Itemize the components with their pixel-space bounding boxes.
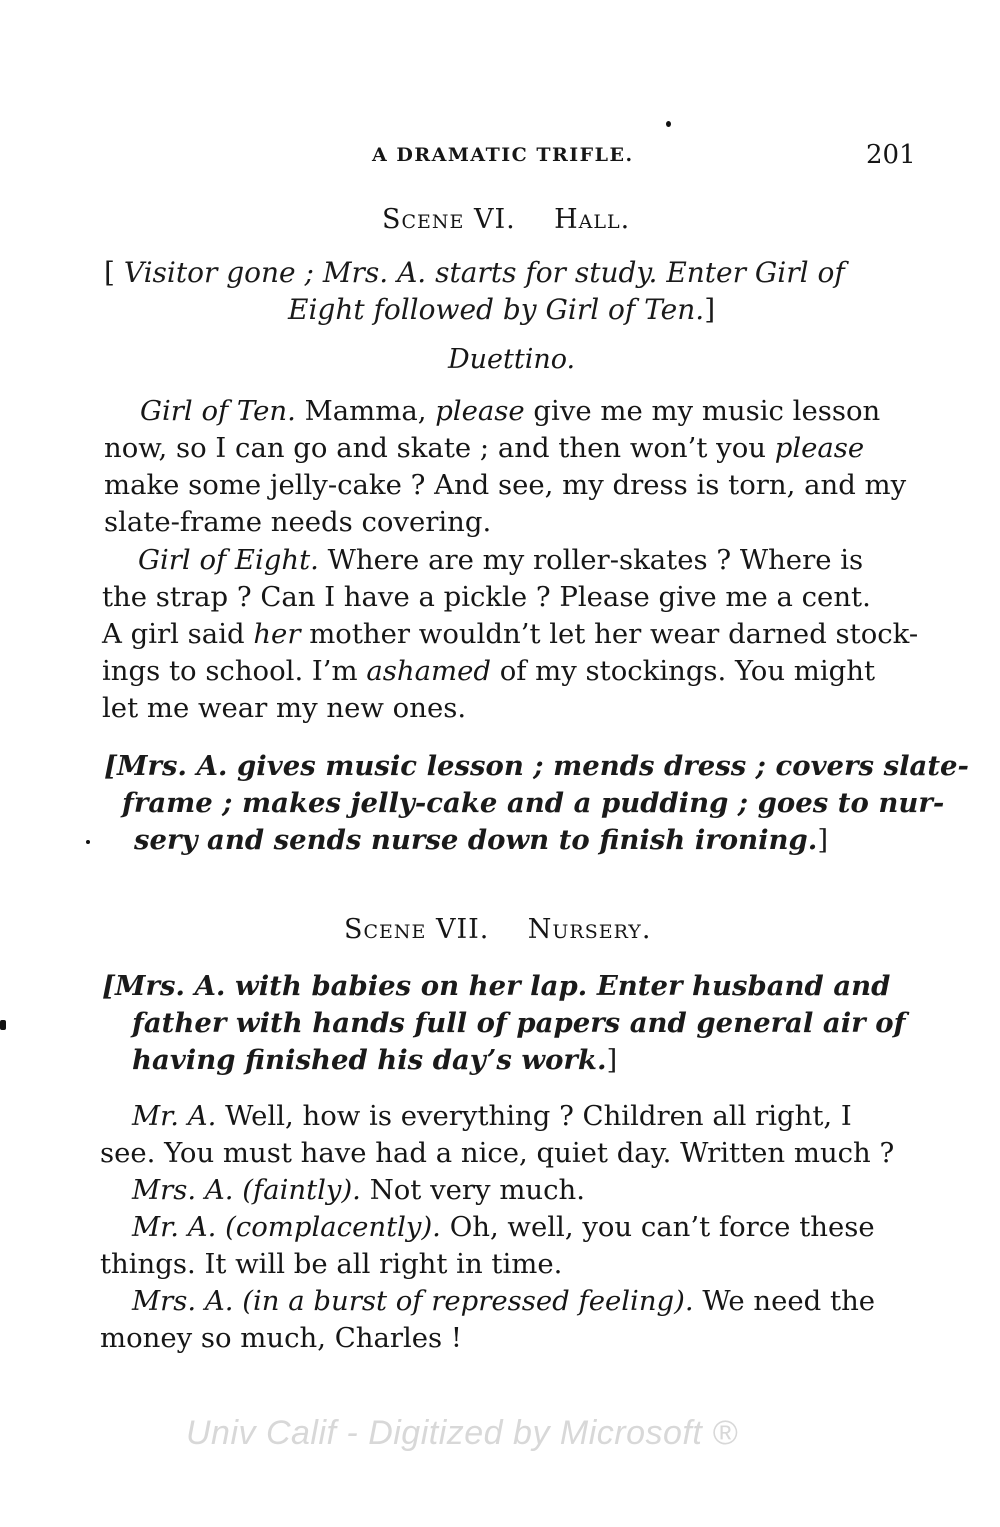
speaker-mr-a: Mr. A. bbox=[132, 1100, 217, 1132]
speaker-mr-a: Mr. A. bbox=[132, 1211, 217, 1243]
speech-text: make some jelly-cake ? And see, my dress is torn, and my bbox=[104, 469, 907, 501]
speech-text: Well, how is everything ? Children all right, I bbox=[225, 1100, 852, 1132]
dialogue-block bbox=[100, 1098, 914, 1357]
speech-text: money so much, Charles ! bbox=[100, 1322, 462, 1354]
scene-7-stage-direction bbox=[102, 968, 914, 1079]
bracket-close: ] bbox=[704, 293, 716, 326]
scene-7-number: Scene VII. bbox=[344, 914, 490, 945]
scene-6-number: Scene VI. bbox=[382, 204, 516, 235]
scene-7-heading bbox=[344, 914, 651, 945]
scene-6-heading bbox=[382, 204, 630, 235]
scene-6-stage-direction-2 bbox=[104, 748, 969, 859]
speaker-girl-of-ten: Girl of Ten. bbox=[140, 395, 296, 427]
speech-text: see. You must have had a nice, quiet day. Written much ? bbox=[100, 1137, 895, 1169]
stage-line-1: Visitor gone ; Mrs. A. starts for study. Enter Girl of bbox=[123, 256, 845, 289]
stage-line: [Mrs. A. gives music lesson ; mends dress ; covers slate- bbox=[104, 750, 969, 782]
running-title: A DRAMATIC TRIFLE. bbox=[372, 144, 634, 166]
speech-text: mother wouldn’t let her wear darned stock- bbox=[309, 618, 919, 650]
stage-aside: (in a burst of repressed feeling). bbox=[242, 1285, 694, 1317]
speaker-girl-of-eight: Girl of Eight. bbox=[138, 544, 319, 576]
speech-text: Not very much. bbox=[369, 1174, 585, 1206]
speech-text: of my stockings. You might bbox=[499, 655, 876, 687]
emphasis: please bbox=[435, 395, 525, 427]
speech-text: things. It will be all right in time. bbox=[100, 1248, 563, 1280]
stage-line: having finished his day’s work. bbox=[132, 1044, 607, 1076]
page-number: 201 bbox=[866, 140, 916, 170]
speech-text: let me wear my new ones. bbox=[102, 692, 467, 724]
speech-text: A girl said bbox=[102, 618, 245, 650]
girl-of-eight-speech bbox=[102, 542, 919, 727]
stage-line: frame ; makes jelly-cake and a pudding ; goes to nur- bbox=[122, 787, 945, 819]
speaker-mrs-a: Mrs. A. bbox=[132, 1174, 234, 1206]
ink-speck bbox=[666, 121, 671, 127]
speech-text: the strap ? Can I have a pickle ? Please give me a cent. bbox=[102, 581, 871, 613]
margin-dot bbox=[86, 840, 90, 844]
scene-6-stage-direction bbox=[104, 254, 914, 328]
speech-text: Oh, well, you can’t force these bbox=[449, 1211, 875, 1243]
stage-aside: (faintly). bbox=[242, 1174, 361, 1206]
scene-6-place: Hall. bbox=[554, 204, 631, 235]
scene-6-subtitle: Duettino. bbox=[448, 344, 576, 375]
margin-blot bbox=[0, 1020, 6, 1030]
emphasis: please bbox=[774, 432, 865, 464]
speech-text: ings to school. I’m bbox=[102, 655, 358, 687]
stage-line: father with hands full of papers and general air of bbox=[132, 1007, 906, 1039]
stage-line-2: Eight followed by Girl of Ten. bbox=[288, 293, 705, 326]
bracket-open: [ bbox=[104, 256, 115, 289]
speech-text: give me my music lesson bbox=[533, 395, 881, 427]
speech-text: now, so I can go and skate ; and then won’t you bbox=[104, 432, 766, 464]
bracket-close: ] bbox=[606, 1044, 618, 1076]
bracket-close: ] bbox=[817, 824, 829, 856]
stage-aside: (complacently). bbox=[225, 1211, 441, 1243]
emphasis: ashamed bbox=[366, 655, 491, 687]
speaker-mrs-a: Mrs. A. bbox=[132, 1285, 234, 1317]
speech-text: Mamma, bbox=[304, 395, 427, 427]
scene-7-place: Nursery. bbox=[527, 914, 652, 945]
speech-text: Where are my roller-skates ? Where is bbox=[327, 544, 864, 576]
digitization-watermark: Univ Calif - Digitized by Microsoft ® bbox=[186, 1414, 738, 1452]
girl-of-ten-speech bbox=[104, 393, 914, 541]
speech-text: slate-frame needs covering. bbox=[104, 506, 492, 538]
stage-line: [Mrs. A. with babies on her lap. Enter husband and bbox=[102, 970, 891, 1002]
speech-text: We need the bbox=[702, 1285, 876, 1317]
stage-line: sery and sends nurse down to finish ironing. bbox=[134, 824, 818, 856]
emphasis: her bbox=[253, 618, 301, 650]
